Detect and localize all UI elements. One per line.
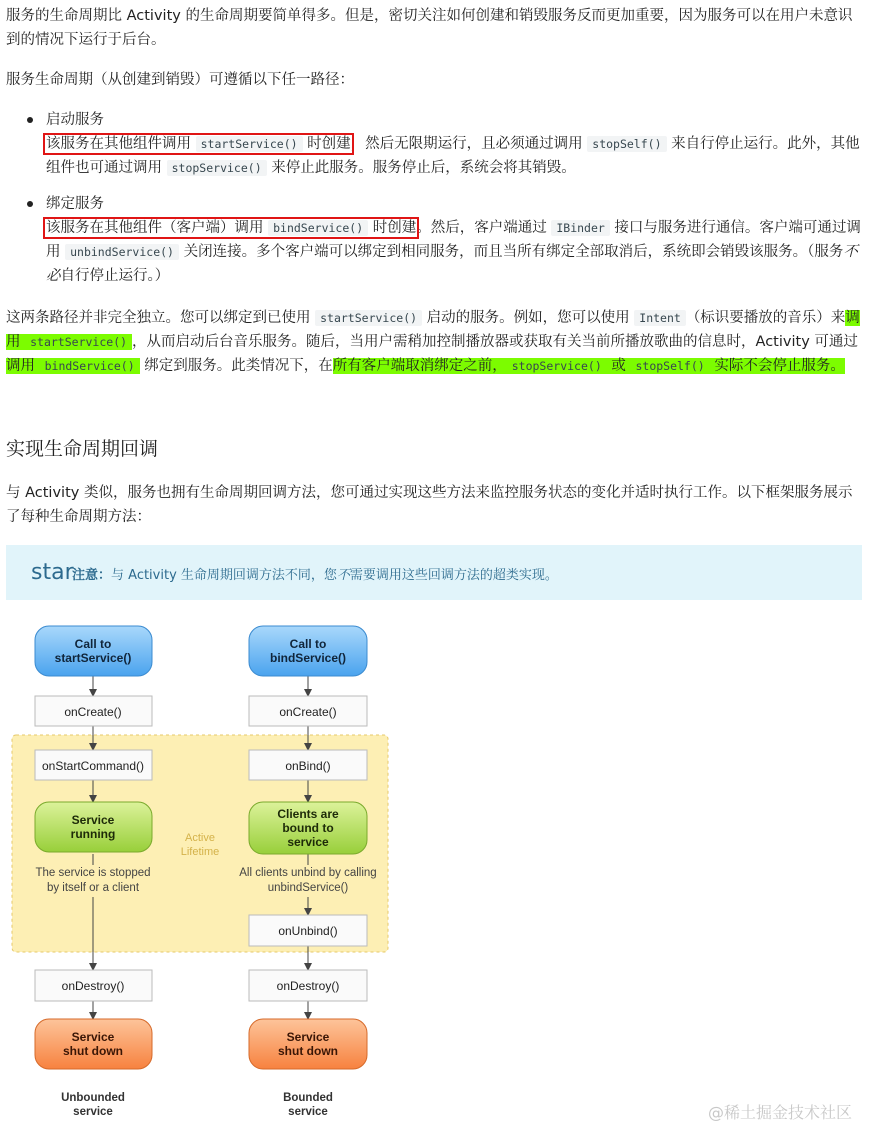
code-startservice: startService() [196, 136, 303, 152]
bounded-caption-line2: service [288, 1106, 328, 1118]
svg-text:onDestroy(): onDestroy() [276, 979, 340, 993]
code-bindservice: bindService() [268, 220, 368, 236]
svg-text:Service: Service [71, 813, 115, 827]
left-shutdown-node [35, 1019, 152, 1069]
clients-bound-node [249, 802, 367, 854]
svg-text:service: service [287, 835, 329, 849]
svg-text:running: running [70, 827, 116, 841]
bounded-caption-line1: Bounded [283, 1092, 333, 1104]
bullet-title: 绑定服务 [46, 196, 104, 212]
onstartcommand-node [35, 750, 152, 780]
svg-text:onDestroy(): onDestroy() [61, 979, 125, 993]
svg-text:shut down: shut down [278, 1044, 338, 1058]
svg-text:Service: Service [71, 1030, 115, 1044]
bullet-dot [27, 201, 33, 207]
svg-text:Clients are: Clients are [277, 807, 339, 821]
service-running-node [35, 802, 152, 852]
red-highlight-box: 该服务在其他组件调用 startService() 时创建 [46, 136, 351, 152]
note-text: 注意：与 Activity 生命周期回调方法不同，您不需要调用这些回调方法的超类实现。 [72, 568, 558, 583]
unbounded-caption-line1: Unbounded [61, 1092, 125, 1104]
svg-text:Call to: Call to [74, 637, 112, 651]
onunbind-node [249, 915, 367, 946]
call-bindservice-node [249, 626, 367, 676]
svg-text:onCreate(): onCreate() [279, 705, 337, 719]
service-lifecycle-diagram [0, 612, 400, 1122]
active-label-line1: Active [185, 832, 215, 844]
green-highlight: 调用 bindService() [6, 358, 140, 374]
independence-paragraph: 这两条路径并非完全独立。您可以绑定到已使用 startService() 启动的服务。例如，您可以使用 Intent （标识要播放的音乐）来调用 startService() ，从而启动后台音乐服务。随后，当用户需稍加控制播放器或获取有关当前所播放歌曲的信息时，Activity 可通过调用 bindService() 绑定到服务。此类情况下，在所有客户端取消绑定之前， stopService() 或 stopSelf() 实际不会停止服务。 [6, 310, 860, 374]
right-ondestroy-node [249, 970, 367, 1001]
unbind-note-line2: unbindService() [267, 882, 349, 894]
code-ibinder: IBinder [551, 220, 609, 236]
watermark: @稀土掘金技术社区 [708, 1103, 853, 1122]
svg-text:onUnbind(): onUnbind() [278, 924, 338, 938]
stop-note-line2: by itself or a client [46, 882, 140, 894]
red-highlight-box: 该服务在其他组件（客户端）调用 bindService() 时创建 [46, 220, 417, 236]
bullet-title: 启动服务 [46, 112, 104, 128]
section-paragraph: 与 Activity 类似，服务也拥有生命周期回调方法，您可通过实现这些方法来监控服务状态的变化并适时执行工作。以下框架服务展示了每种生命周期方法： [6, 485, 853, 525]
svg-text:bound to: bound to [282, 821, 334, 835]
right-shutdown-node [249, 1019, 367, 1069]
svg-text:bindService(): bindService() [269, 651, 347, 665]
code-intent: Intent [634, 310, 686, 326]
call-startservice-node [35, 626, 152, 676]
intro-paragraph: 服务的生命周期比 Activity 的生命周期要简单得多。但是，密切关注如何创建和销毁服务反而更加重要，因为服务可以在用户未意识到的情况下运行于后台。 [6, 8, 853, 48]
code-stopself: stopSelf() [587, 136, 666, 152]
code-unbindservice: unbindService() [65, 244, 179, 260]
note-box [6, 545, 862, 600]
left-oncreate-node [35, 696, 152, 726]
active-label-line2: Lifetime [180, 846, 220, 858]
code-stopservice: stopService() [167, 160, 267, 176]
svg-text:onBind(): onBind() [285, 759, 331, 773]
left-ondestroy-node [35, 970, 152, 1001]
onbind-node [249, 750, 367, 780]
green-highlight: 所有客户端取消绑定之前， stopService() 或 stopSelf() 实际不会停止服务。 [332, 358, 845, 374]
paths-intro: 服务生命周期（从创建到销毁）可遵循以下任一路径： [6, 72, 354, 88]
code-startservice: startService() [315, 310, 422, 326]
svg-text:onStartCommand(): onStartCommand() [41, 759, 145, 773]
unbounded-caption-line2: service [73, 1106, 113, 1118]
green-highlight: 调用 startService() [6, 310, 860, 350]
star-icon: star [31, 560, 74, 585]
right-oncreate-node [249, 696, 367, 726]
svg-text:shut down: shut down [63, 1044, 123, 1058]
bullet-dot [27, 117, 33, 123]
svg-text:startService(): startService() [54, 651, 132, 665]
bullet-body: 该服务在其他组件调用 startService() 时创建，然后无限期运行，且必须通过调用 stopSelf() 来自行停止运行。此外，其他组件也可通过调用 stopService() 来停止此服务。服务停止后，系统会将其销毁。 [46, 136, 860, 176]
svg-text:onCreate(): onCreate() [64, 705, 122, 719]
stop-note-line1: The service is stopped [35, 867, 151, 879]
svg-text:Service: Service [286, 1030, 330, 1044]
section-heading: 实现生命周期回调 [6, 438, 159, 460]
bullet-body: 该服务在其他组件（客户端）调用 bindService() 时创建。然后，客户端通过 IBinder 接口与服务进行通信。客户端可通过调用 unbindService() 关闭连接。多个客户端可以绑定到相同服务，而且当所有绑定全部取消后，系统即会销毁该服务。（服务不必自行停止运行。） [46, 220, 861, 284]
svg-text:Call to: Call to [289, 637, 327, 651]
unbind-note-line1: All clients unbind by calling [239, 867, 377, 879]
